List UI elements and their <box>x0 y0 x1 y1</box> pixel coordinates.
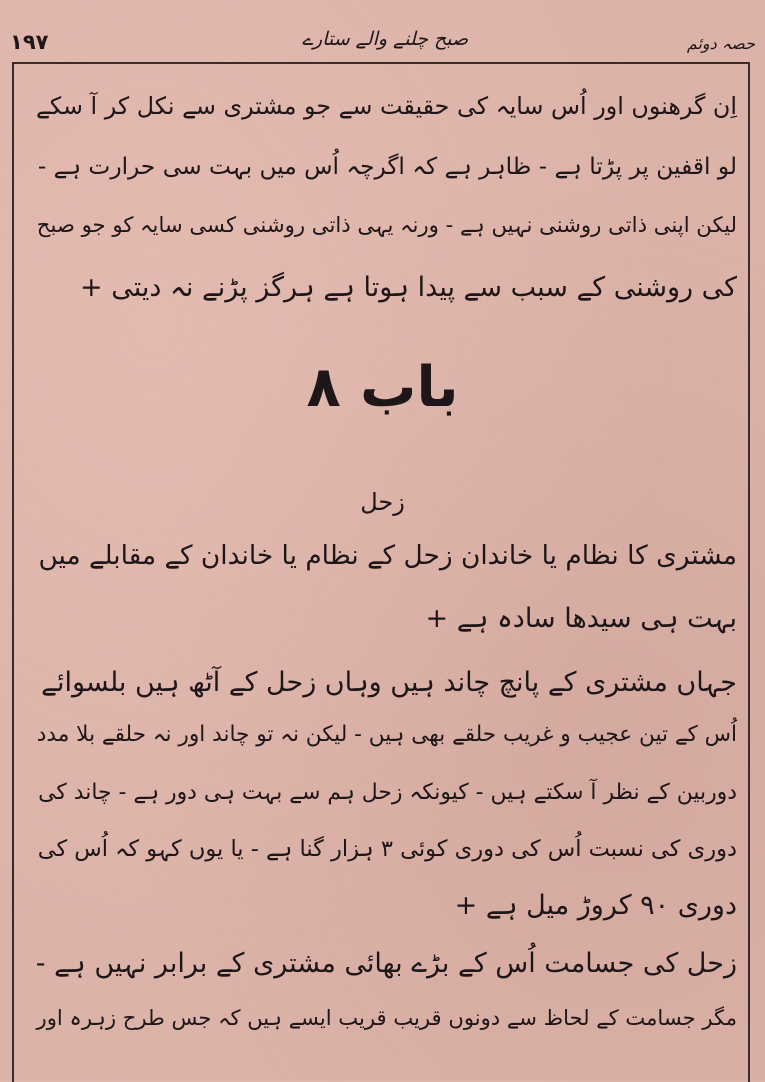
text-line: لیکن اپنی ذاتی روشنی نہیں ہے - ورنہ یہی ذاتی روشنی کسی سایہ کو جو صبح <box>36 212 737 237</box>
section-label: حصہ دوئم <box>686 34 755 53</box>
text-line: بہت ہی سیدھا سادہ ہے + <box>425 603 737 634</box>
chapter-heading: باب ۸ <box>306 355 459 420</box>
text-line: دوری ۹۰ کروڑ میل ہے + <box>454 890 737 921</box>
text-line: مگر جسامت کے لحاظ سے دونوں قریب قریب ایسے ہیں کہ جس طرح زہرہ اور <box>36 1005 737 1030</box>
running-title: صبح چلنے والے ستارے <box>301 28 469 50</box>
text-line: اِن گرھنوں اور اُس سایہ کی حقیقت سے جو مشتری سے نکل کر آ سکے <box>35 92 737 120</box>
text-line: جہاں مشتری کے پانچ چاند ہیں وہاں زحل کے آٹھ ہیں بلسوائے <box>41 667 737 698</box>
page-header <box>10 20 755 60</box>
page-number: ۱۹۷ <box>10 30 49 54</box>
text-line: دوربین کے نظر آ سکتے ہیں - کیونکہ زحل ہم سے بہت ہی دور ہے - چاند کی <box>38 780 737 805</box>
text-line: اُس کے تین عجیب و غریب حلقے بھی ہیں - لیکن نہ تو چاند اور نہ حلقے بلا مدد <box>36 722 737 747</box>
text-line: لو اقفین پر پڑتا ہے - ظاہر ہے کہ اگرچہ اُس میں بہت سی حرارت ہے - <box>37 153 737 180</box>
text-line: مشتری کا نظام یا خاندان زحل کے نظام یا خاندان کے مقابلے میں <box>38 540 737 571</box>
text-line: زحل کی جسامت اُس کے بڑے بھائی مشتری کے برابر نہیں ہے - <box>35 948 737 979</box>
text-line: دوری کی نسبت اُس کی دوری کوئی ۳ ہزار گنا ہے - یا یوں کہو کہ اُس کی <box>37 836 737 862</box>
section-heading: زحل <box>360 488 405 516</box>
text-line: کی روشنی کے سبب سے پیدا ہوتا ہے ہرگز پڑنے نہ دیتی + <box>80 272 737 303</box>
